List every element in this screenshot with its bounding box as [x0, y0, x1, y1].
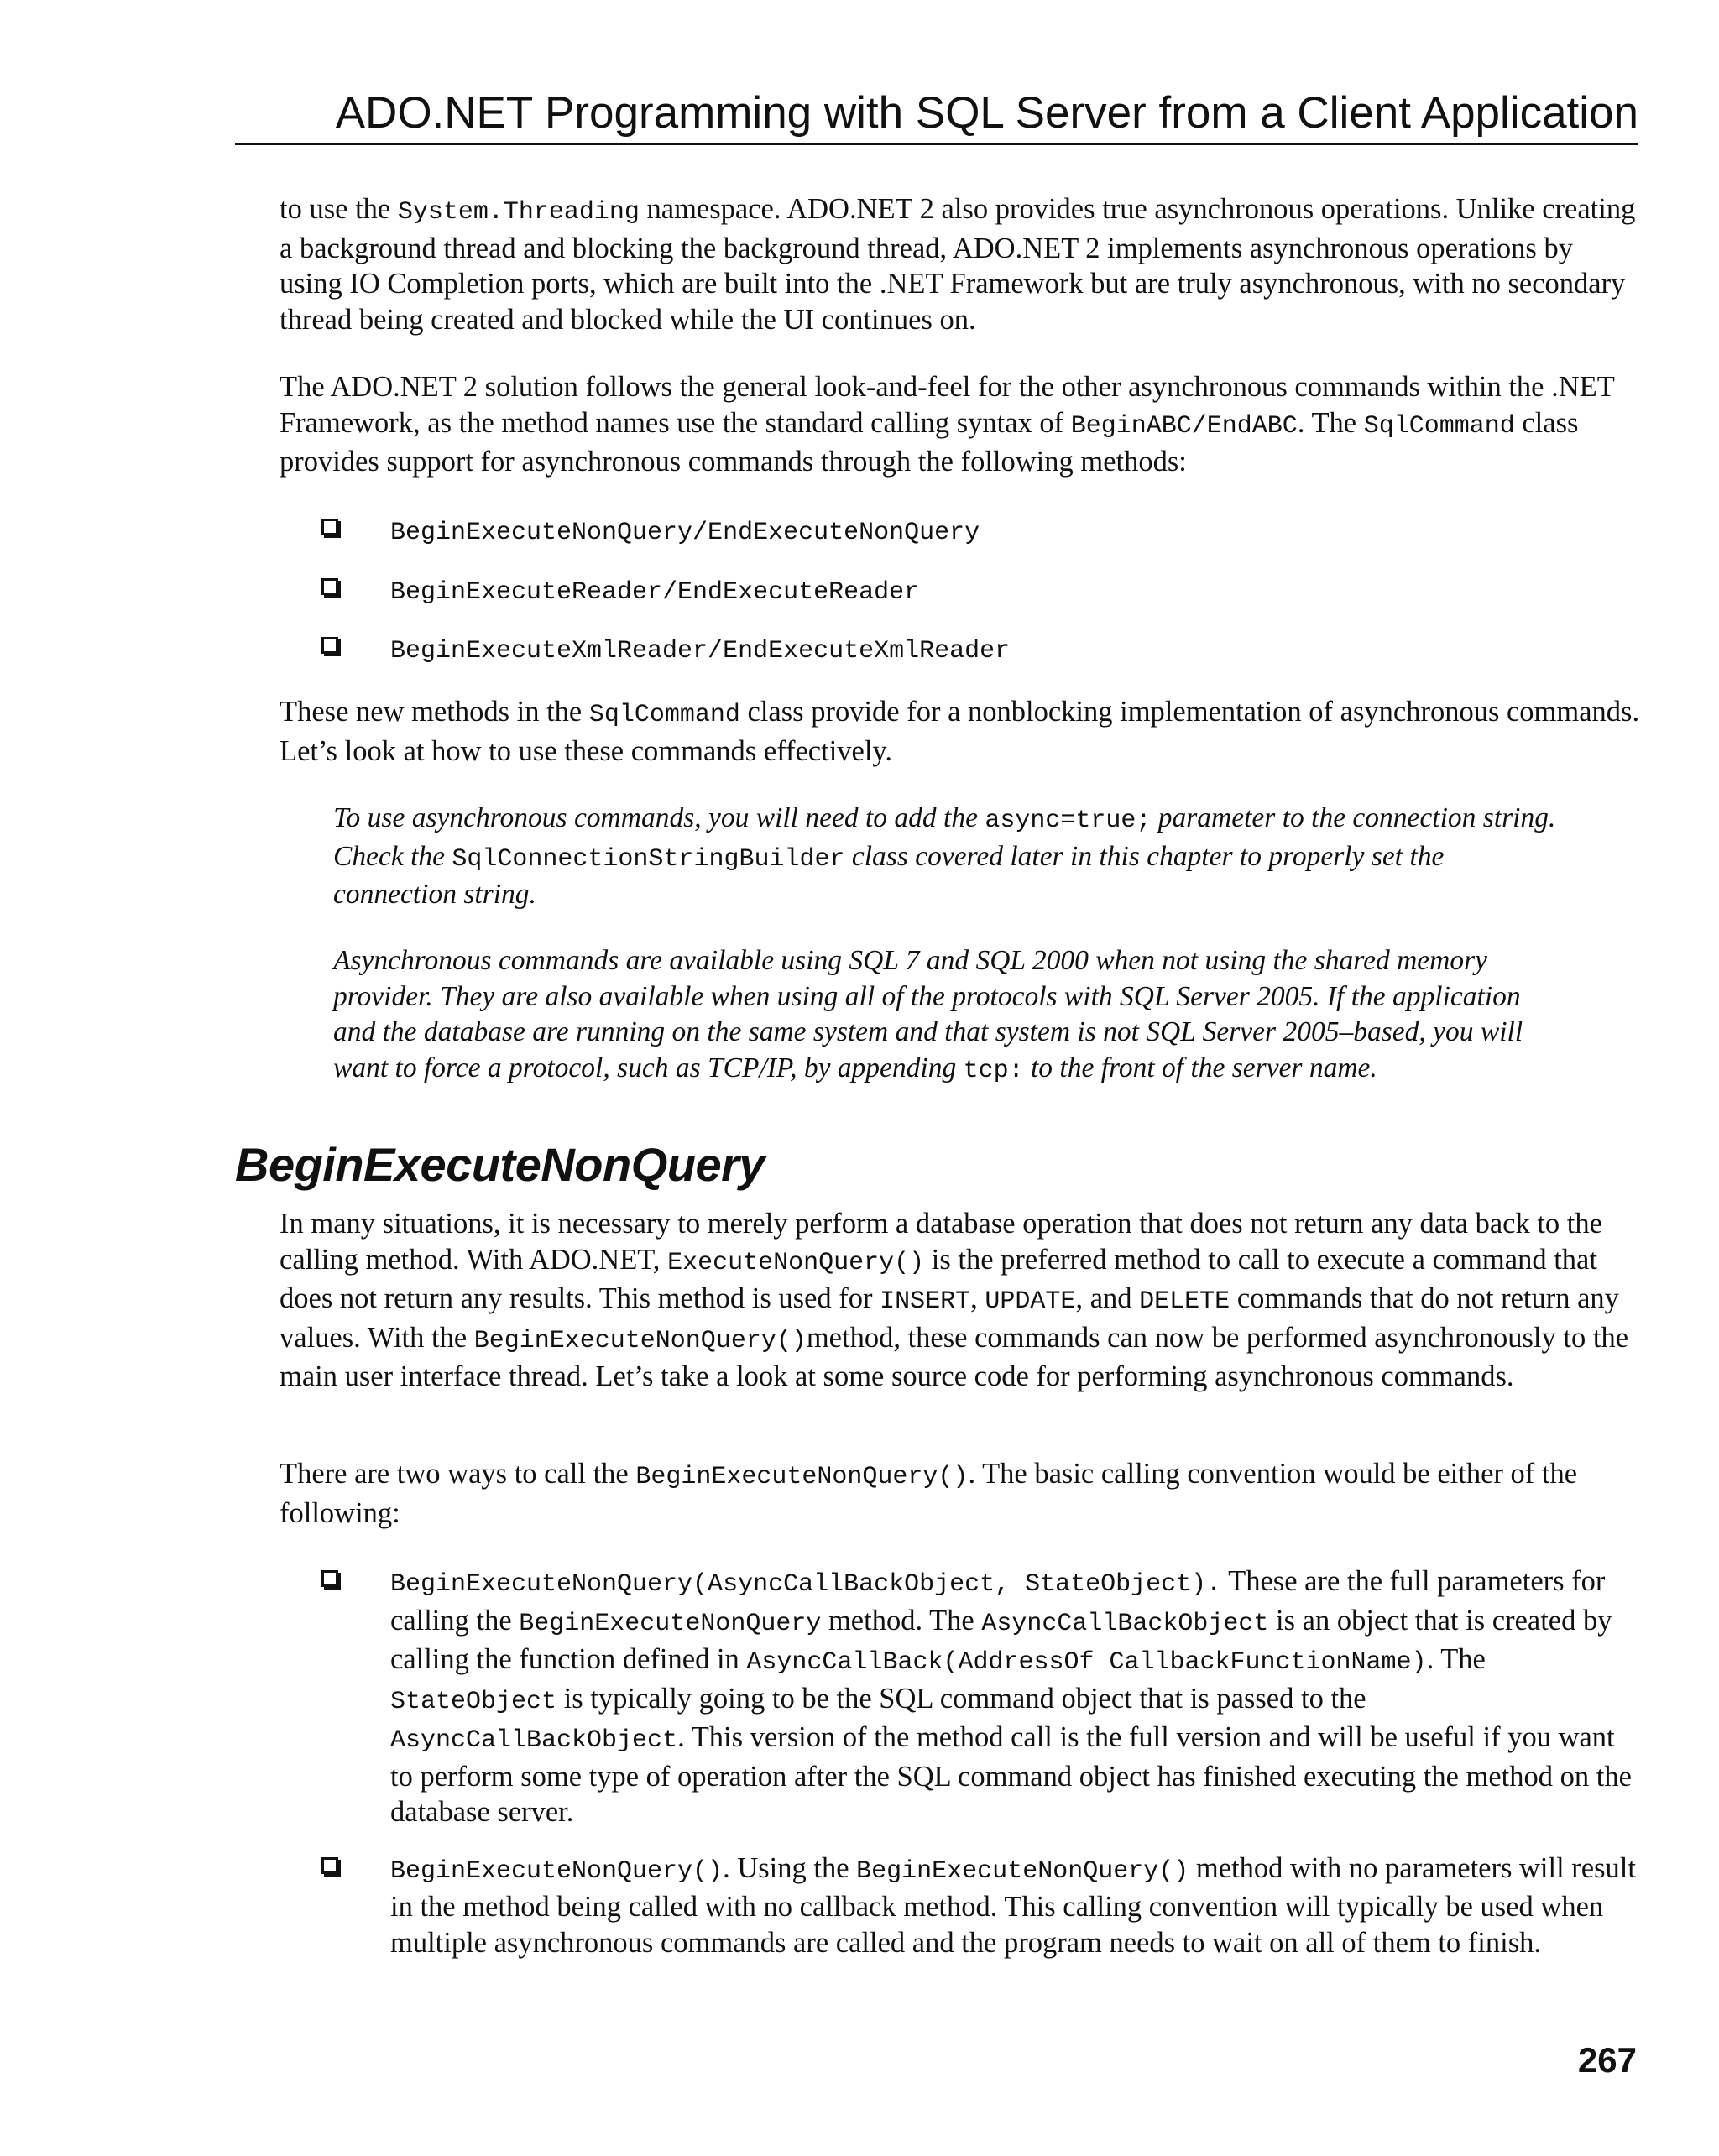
methods-list	[280, 512, 1641, 670]
list-item	[280, 1563, 1641, 1830]
inline-code: DELETE	[1139, 1287, 1230, 1316]
inline-code: tcp:	[963, 1056, 1024, 1085]
text-span: . The	[1297, 406, 1364, 439]
inline-code: AsyncCallBack(AddressOf CallbackFunctionName)	[746, 1648, 1427, 1677]
text-span: is the preferred method to call to execute a command that does not return any results. This method is used for	[280, 1243, 1597, 1314]
running-header: ADO.NET Programming with SQL Server from a Client Application	[335, 88, 1638, 138]
inline-code: SqlConnectionStringBuilder	[452, 844, 845, 874]
inline-code: BeginExecuteNonQuery()	[856, 1856, 1189, 1886]
text-span: commands that do not return any values. With the	[280, 1282, 1619, 1354]
inline-code: BeginExecuteNonQuery(AsyncCallBackObject, StateObject).	[390, 1570, 1222, 1599]
inline-code: SqlCommand	[588, 701, 740, 729]
text-span: These new methods in the	[280, 696, 589, 728]
intro-paragraph-2	[280, 369, 1641, 480]
checkbox-bullet-icon	[321, 519, 338, 535]
method-name: BeginExecuteReader/EndExecuteReader	[390, 577, 920, 607]
method-name: BeginExecuteNonQuery/EndExecuteNonQuery	[390, 519, 980, 547]
checkbox-bullet-icon	[321, 1857, 338, 1874]
text-span: class provides support for asynchronous commands through the following methods:	[280, 406, 1579, 478]
text-span: is typically going to be the SQL command object that is passed to the	[556, 1682, 1366, 1715]
inline-code: SqlCommand	[1363, 411, 1515, 441]
text-span: There are two ways to call the	[280, 1458, 636, 1490]
text-span: parameter to the connection string. Check the	[333, 802, 1556, 872]
note-1	[333, 801, 1567, 913]
section-paragraph-2	[280, 1456, 1641, 1531]
checkbox-bullet-icon	[321, 578, 338, 595]
list-item	[280, 572, 1641, 611]
header-rule	[235, 143, 1638, 145]
text-span: Asynchronous commands are available using SQL 7 and SQL 2000 when not using the shared memory provider. They are also available when using all of the protocols with SQL Server 2005. If the application and the database are running on the same system and that system is not SQL Server 2005–based, you will want to force a protocol, such as TCP/IP, by appending	[333, 945, 1523, 1083]
list-item	[280, 1851, 1641, 1961]
list-item	[280, 512, 1641, 551]
text-span: To use asynchronous commands, you will need to add the	[333, 802, 985, 833]
inline-code: BeginExecuteNonQuery()	[473, 1326, 807, 1355]
inline-code: UPDATE	[985, 1287, 1076, 1316]
inline-code: INSERT	[880, 1287, 971, 1316]
page-number: 267	[1577, 2040, 1637, 2080]
text-span: , and	[1075, 1282, 1140, 1314]
inline-code: BeginExecuteNonQuery()	[635, 1463, 969, 1491]
text-span: . The basic calling convention would be either of the following:	[280, 1458, 1578, 1529]
text-span: method, these commands can now be performed asynchronously to the main user interface thread. Let’s take a look at some source code for performing asynchronous commands.	[280, 1321, 1629, 1392]
inline-code: AsyncCallBackObject	[390, 1726, 678, 1755]
text-span: method. The	[821, 1604, 982, 1637]
text-span: is an object that is created by calling the function defined in	[390, 1604, 1612, 1675]
inline-code: ExecuteNonQuery()	[667, 1248, 925, 1277]
text-span: These are the full parameters for calling the	[390, 1565, 1606, 1637]
inline-code: StateObject	[390, 1687, 557, 1716]
text-span: . The	[1426, 1643, 1486, 1675]
checkbox-bullet-icon	[321, 1570, 338, 1587]
text-span: to use the	[280, 193, 398, 225]
inline-code: BeginExecuteNonQuery	[519, 1609, 822, 1638]
inline-code: async=true;	[985, 807, 1152, 835]
inline-code: BeginABC/EndABC	[1070, 411, 1298, 441]
inline-code: AsyncCallBackObject	[981, 1609, 1269, 1638]
inline-code: BeginExecuteNonQuery()	[390, 1856, 724, 1886]
text-span: method with no parameters will result in the method being called with no callback method. This calling convention will typically be used when multiple asynchronous commands are called and the program needs to wait on all of them to finish.	[390, 1851, 1636, 1959]
text-span: class provide for a nonblocking implementation of asynchronous commands. Let’s look at how to use these commands effectively.	[280, 696, 1640, 767]
list-item	[280, 630, 1641, 670]
text-span: In many situations, it is necessary to merely perform a database operation that does not return any data back to the calling method. With ADO.NET,	[280, 1208, 1602, 1276]
inline-code: System.Threading	[397, 198, 640, 227]
text-span: . Using the	[723, 1851, 857, 1884]
text-span: ,	[970, 1282, 985, 1314]
calling-conventions-list	[280, 1563, 1641, 1960]
text-span: class covered later in this chapter to properly set the connection string.	[333, 840, 1445, 910]
checkbox-bullet-icon	[321, 637, 338, 654]
section-heading: BeginExecuteNonQuery	[235, 1138, 765, 1191]
section-paragraph-1	[280, 1206, 1641, 1395]
intro-paragraph-1	[280, 191, 1641, 337]
method-name: BeginExecuteXmlReader/EndExecuteXmlReader	[390, 637, 1011, 666]
intro-paragraph-3	[280, 694, 1641, 769]
text-span: namespace. ADO.NET 2 also provides true asynchronous operations. Unlike creating a background thread and blocking the background thread, ADO.NET 2 implements asynchronous operations by using IO Completion ports, which are built into the .NET Framework but are truly asynchronous, with no secondary thread being created and blocked while the UI continues on.	[280, 193, 1636, 336]
text-span: . This version of the method call is the full version and will be useful if you want to perform some type of operation after the SQL command object has finished executing the method on the database server.	[390, 1721, 1632, 1828]
note-2	[333, 943, 1567, 1088]
text-span: The ADO.NET 2 solution follows the general look-and-feel for the other asynchronous commands within the .NET Framework, as the method names use the standard calling syntax of	[280, 371, 1615, 439]
text-span: to the front of the server name.	[1023, 1052, 1377, 1083]
